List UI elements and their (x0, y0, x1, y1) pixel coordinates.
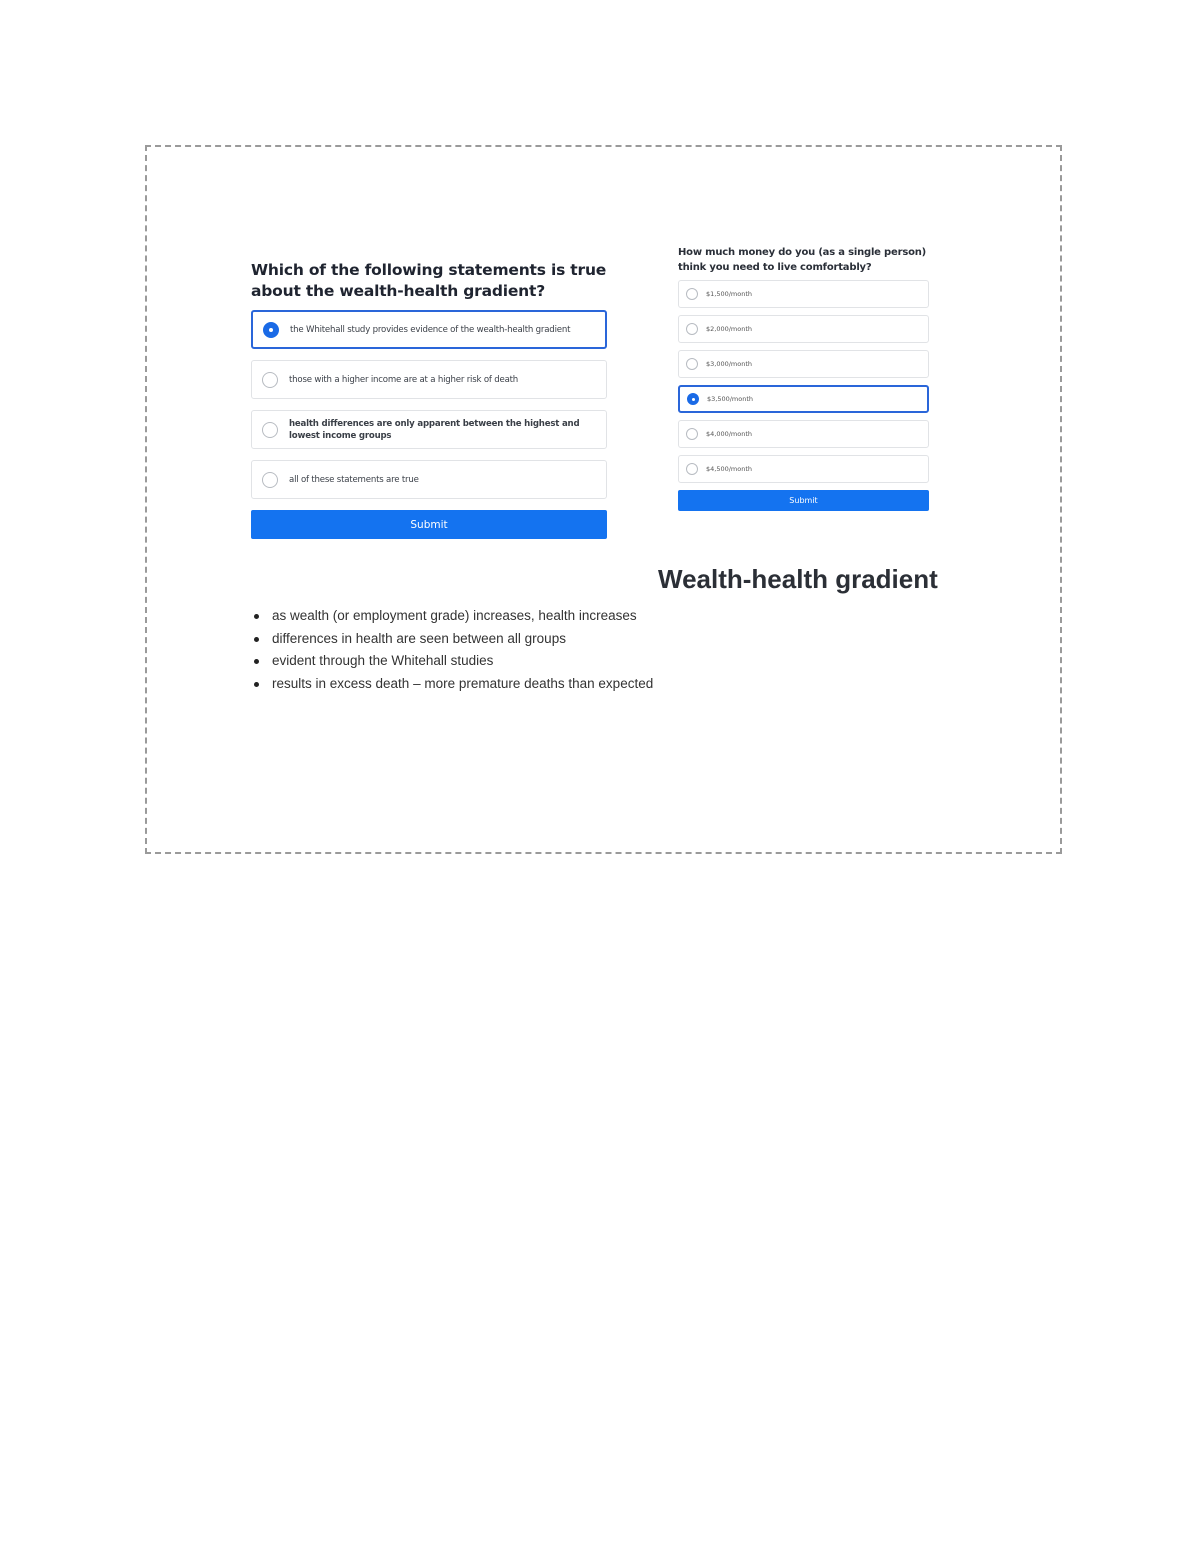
bullet-item: as wealth (or employment grade) increases, health increases (251, 605, 653, 628)
radio-icon[interactable] (686, 288, 698, 300)
quiz-left (251, 260, 607, 539)
option-label: the Whitehall study provides evidence of the wealth-health gradient (290, 324, 571, 335)
radio-selected-icon[interactable] (263, 322, 279, 338)
bullet-list (251, 605, 653, 696)
option-label: those with a higher income are at a higher risk of death (289, 374, 519, 385)
option-label: $2,000/month (706, 325, 753, 333)
poll-option[interactable] (678, 280, 929, 308)
option-label: $3,000/month (706, 360, 753, 368)
poll-question: How much money do you (as a single person) think you need to live comfortably? (678, 247, 927, 273)
bullet-item: evident through the Whitehall studies (251, 650, 653, 673)
bullet-item: results in excess death – more premature deaths than expected (251, 673, 653, 696)
radio-selected-icon[interactable] (687, 393, 699, 405)
quiz-right (678, 246, 929, 511)
option-label: $3,500/month (707, 395, 754, 403)
poll-option[interactable] (678, 350, 929, 378)
poll-option[interactable] (678, 315, 929, 343)
poll-option[interactable] (678, 420, 929, 448)
radio-icon[interactable] (686, 463, 698, 475)
radio-icon[interactable] (686, 358, 698, 370)
quiz-option[interactable] (251, 410, 607, 449)
radio-icon[interactable] (686, 323, 698, 335)
quiz-option[interactable] (251, 460, 607, 499)
radio-icon[interactable] (262, 472, 278, 488)
poll-option[interactable] (678, 385, 929, 413)
radio-icon[interactable] (262, 372, 278, 388)
radio-icon[interactable] (686, 428, 698, 440)
option-label: $4,500/month (706, 465, 753, 473)
poll-option[interactable] (678, 455, 929, 483)
option-label: $1,500/month (706, 290, 753, 298)
option-label: all of these statements are true (289, 474, 419, 485)
submit-button[interactable]: Submit (251, 510, 607, 539)
poll-submit-button[interactable]: Submit (678, 490, 929, 511)
option-label: $4,000/month (706, 430, 753, 438)
bullet-item: differences in health are seen between all groups (251, 628, 653, 651)
option-label: health differences are only apparent between the highest and lowest income groups (289, 418, 580, 441)
slide-frame (145, 145, 1062, 854)
quiz-option[interactable] (251, 360, 607, 399)
quiz-option[interactable] (251, 310, 607, 349)
section-heading: Wealth-health gradient (658, 564, 938, 594)
quiz-question: Which of the following statements is true about the wealth-health gradient? (251, 261, 607, 300)
radio-icon[interactable] (262, 422, 278, 438)
